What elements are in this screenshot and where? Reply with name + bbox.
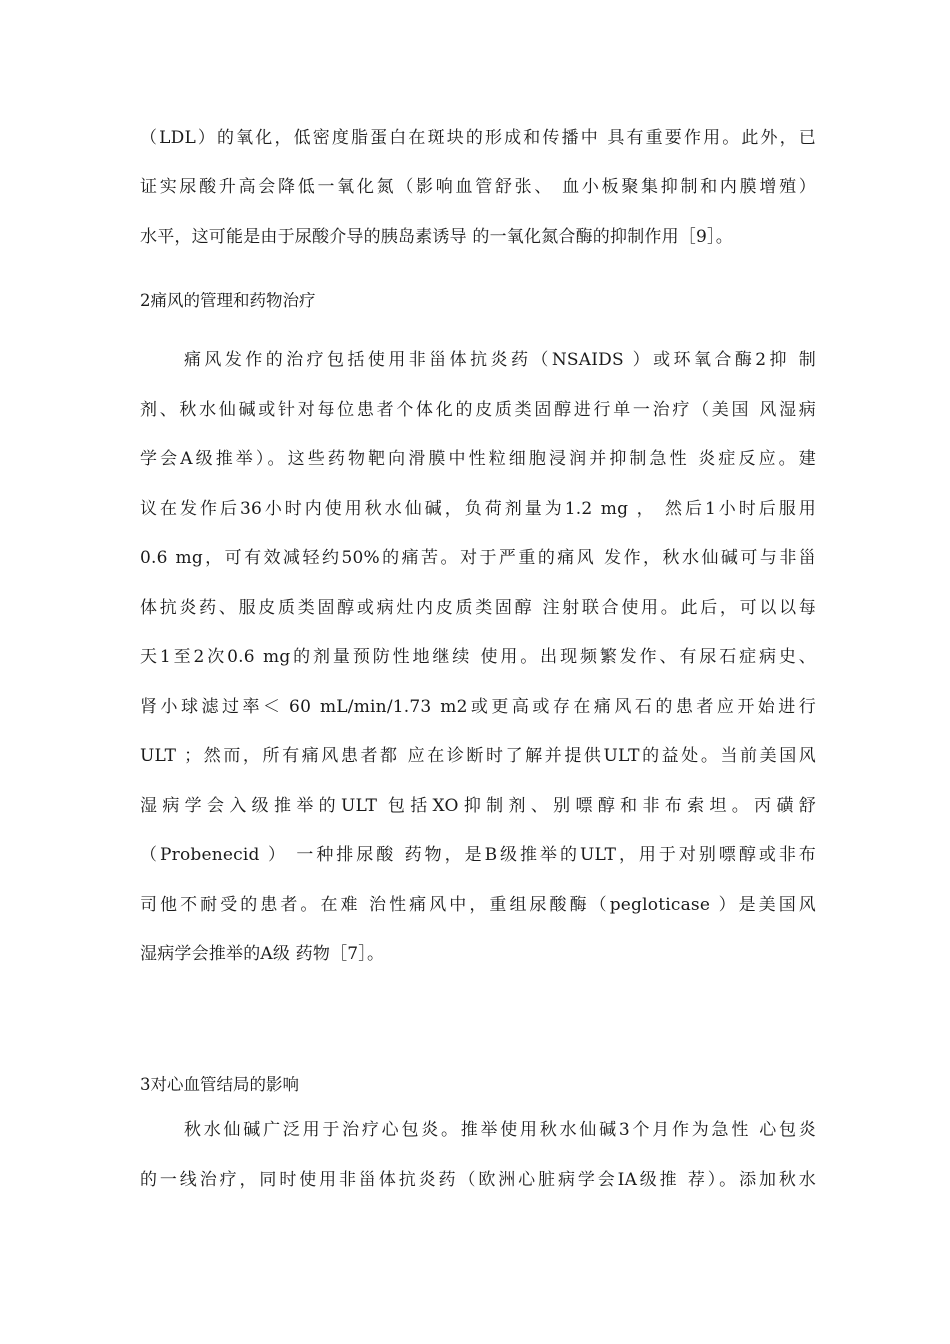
- paragraph-line: 痛风发作的治疗包括使用非甾体抗炎药（NSAIDS ）或环氧合酶2抑 制: [184, 350, 816, 370]
- paragraph-line: （LDL）的氧化，低密度脂蛋白在斑块的形成和传播中 具有重要作用。此外，已: [140, 128, 816, 148]
- paragraph-line: （Probenecid ） 一种排尿酸 药物，是B级推举的ULT，用于对别嘌醇或非布: [140, 845, 816, 865]
- paragraph-line: 议在发作后36小时内使用秋水仙碱，负荷剂量为1.2 mg ， 然后1小时后服用: [140, 499, 816, 519]
- paragraph-line: 湿病学会推举的A级 药物［7］。: [140, 944, 385, 964]
- paragraph-line: 司他不耐受的患者。在难 治性痛风中，重组尿酸酶（pegloticase ）是美国风: [140, 895, 816, 915]
- paragraph-line: 证实尿酸升高会降低一氧化氮（影响血管舒张、 血小板聚集抑制和内膜增殖）: [140, 177, 816, 197]
- paragraph-line: 天1至2次0.6 mg的剂量预防性地继续 使用。出现频繁发作、有尿石症病史、: [140, 647, 816, 667]
- paragraph-line: ULT ；然而，所有痛风患者都 应在诊断时了解并提供ULT的益处。当前美国风: [140, 746, 816, 766]
- section-heading-3: 3对心血管结局的影响: [140, 1075, 299, 1094]
- paragraph-line: 体抗炎药、服皮质类固醇或病灶内皮质类固醇 注射联合使用。此后，可以以每: [140, 598, 816, 618]
- paragraph-line: 剂、秋水仙碱或针对每位患者个体化的皮质类固醇进行单一治疗（美国 风湿病: [140, 400, 816, 420]
- paragraph-line: 水平，这可能是由于尿酸介导的胰岛素诱导 的一氧化氮合酶的抑制作用［9］。: [140, 227, 733, 247]
- paragraph-line: 学会A级推举）。这些药物靶向滑膜中性粒细胞浸润并抑制急性 炎症反应。建: [140, 449, 816, 469]
- section-heading-2: 2痛风的管理和药物治疗: [140, 291, 316, 310]
- paragraph-line: 肾小球滤过率＜ 60 mL/min/1.73 m2或更高或存在痛风石的患者应开始进行: [140, 697, 816, 717]
- paragraph-line: 湿病学会入级推举的ULT 包括XO抑制剂、别嘌醇和非布索坦。丙磺舒: [140, 796, 816, 816]
- paragraph-line: 0.6 mg，可有效减轻约50%的痛苦。对于严重的痛风 发作，秋水仙碱可与非甾: [140, 548, 816, 568]
- paragraph-line: 的一线治疗，同时使用非甾体抗炎药（欧洲心脏病学会IA级推 荐）。添加秋水: [140, 1170, 816, 1190]
- paragraph-line: 秋水仙碱广泛用于治疗心包炎。推举使用秋水仙碱3个月作为急性 心包炎: [184, 1120, 816, 1140]
